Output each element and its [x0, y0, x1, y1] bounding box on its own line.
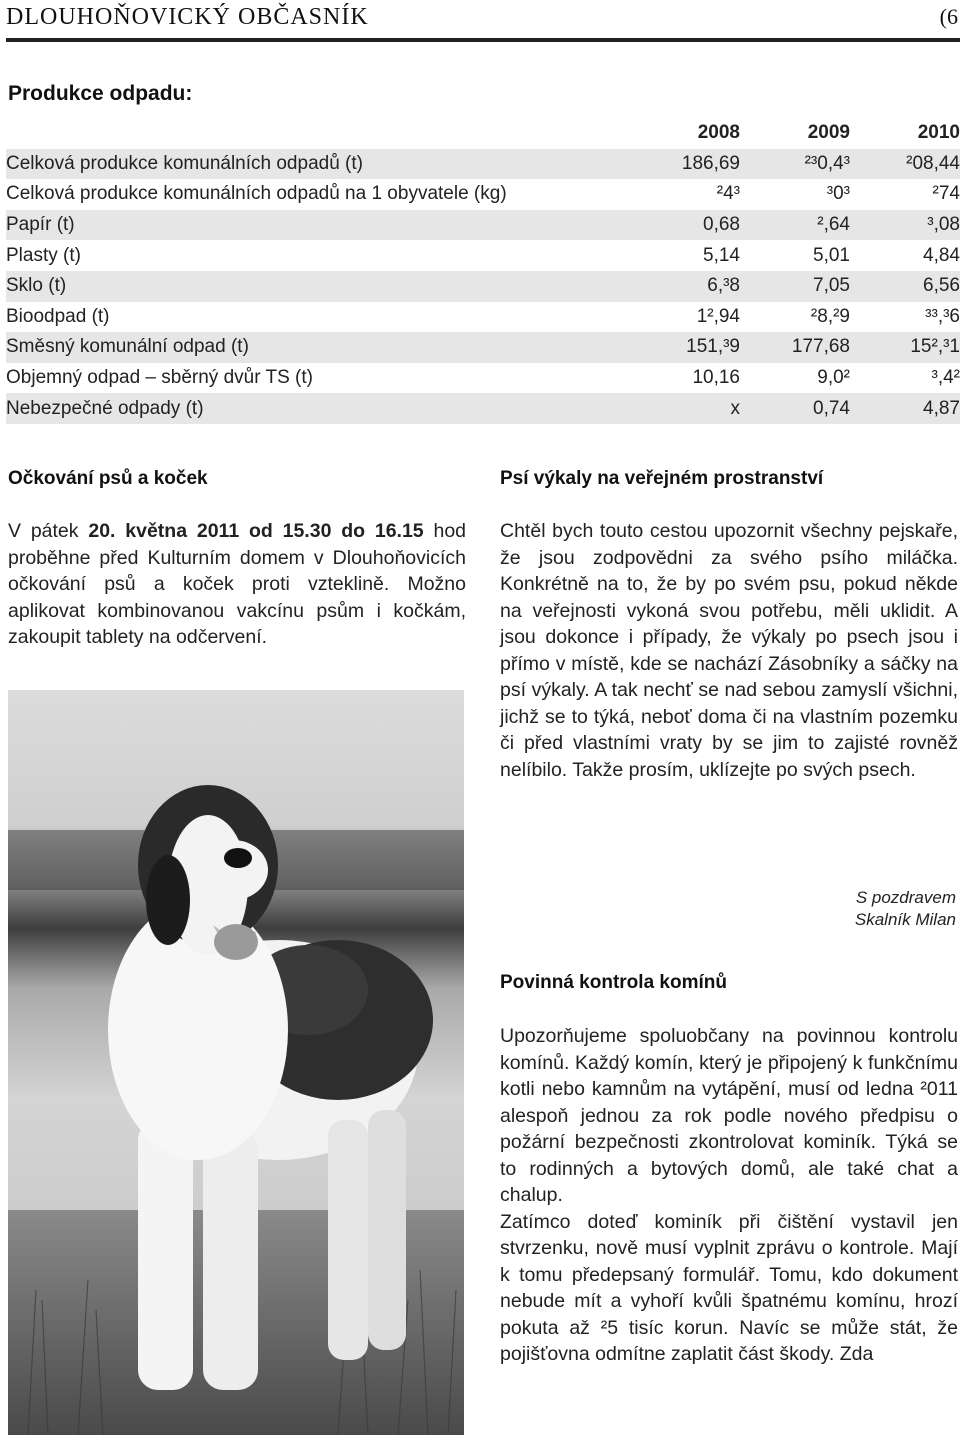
dog-photo-svg [8, 690, 464, 1435]
table-row [6, 302, 960, 333]
row-label: Papír (t) [6, 210, 650, 241]
signature [855, 887, 956, 931]
row-value-2009: 9,0² [817, 367, 850, 389]
row-value-2009: ³0³ [826, 183, 850, 205]
row-value-2008: 151,³9 [650, 332, 740, 363]
row-value-2010: 4,87 [850, 393, 960, 424]
row-value-2008: 1²,94 [696, 305, 740, 327]
chimney-paragraph-2: Zatímco doteď kominík při čištění vystavil jen stvrzenku, nově musí vyplnit zprávu o kontrole. Mají k tomu předepsaný formulář. Tomu, kdo dokument nebude mít a vyhoří kvůli špatnému komínu, hrozí pokuta až ²5 tisíc korun. Navíc se může stát, že pojišťovna odmítne zaplatit část škody. Zda [500, 1210, 958, 1365]
row-value-2009: 177,68 [740, 332, 850, 363]
year-2009: 2009 [807, 122, 850, 144]
waste-table-header [6, 118, 960, 149]
row-label: Sklo (t) [6, 271, 650, 302]
row-value-2008: ²4³ [716, 183, 740, 205]
table-row [6, 332, 960, 363]
row-value-2008: 0,68 [650, 210, 740, 241]
row-value-2009: ²8,²9 [810, 305, 850, 327]
row-value-2008: x [650, 393, 740, 424]
row-value-2008: 5,14 [703, 244, 740, 266]
row-value-2008: 6,³8 [650, 271, 740, 302]
table-row [6, 271, 960, 302]
table-row [6, 393, 960, 424]
saint-bernard-dog-photo [8, 690, 464, 1435]
row-value-2008: 186,69 [650, 149, 740, 180]
vaccination-date: 20. května 2011 od 15.30 do 16.15 [88, 520, 424, 542]
row-label: Celková produkce komunálních odpadů (t) [6, 149, 650, 180]
row-value-2010: ³,08 [850, 210, 960, 241]
vaccination-title: Očkování psů a koček [8, 468, 208, 489]
signature-greeting: S pozdravem [855, 888, 956, 907]
waste-table [6, 118, 960, 424]
table-row [6, 240, 960, 271]
newsletter-title: DLOUHOŇOVICKÝ OBČASNÍK [6, 4, 369, 30]
row-value-2008: 10,16 [692, 367, 740, 389]
row-label: Celková produkce komunálních odpadů na 1 obyvatele (kg) [6, 183, 507, 205]
chimney-text [500, 1023, 958, 1368]
row-value-2010: ²74 [932, 183, 960, 205]
row-value-2009: ²,64 [740, 210, 850, 241]
vaccination-text-prefix: V pátek [8, 520, 89, 542]
row-value-2010: 15²,³1 [850, 332, 960, 363]
row-value-2009: 7,05 [740, 271, 850, 302]
row-value-2010: 4,84 [923, 244, 960, 266]
row-value-2010: ²08,44 [850, 149, 960, 180]
table-row [6, 210, 960, 241]
table-row [6, 363, 960, 394]
row-value-2009: ²³0,4³ [740, 149, 850, 180]
signature-name: Skalník Milan [854, 910, 956, 929]
waste-table-body [6, 149, 960, 424]
year-2010: 2010 [917, 122, 960, 144]
waste-section-title: Produkce odpadu: [8, 82, 193, 105]
dog-waste-text: Chtěl bych touto cestou upozornit všechny pejskaře, že jsou zodpovědni za svého psího miláčka. Konkrétně na to, že by po svém psu, pokud někde na veřejnosti vykoná svou potřebu, měli uklidit. A jsou dokonce i případy, že výkaly po psech jsou i přímo v místě, kde se nachází Zásobníky a sáčky na psí výkaly. A tak nechť se nad sebou zamyslí všichni, jichž se to týká, neboť doma či na vlastním pozemku či před vlastními vraty by se jim to zajisté rovněž nelíbilo. Takže prosím, uklízejte po svých psech. [500, 520, 958, 781]
row-label: Nebezpečné odpady (t) [6, 393, 650, 424]
row-value-2010: 6,56 [850, 271, 960, 302]
header-empty [6, 118, 650, 149]
page-number: (6 [939, 4, 958, 29]
row-label: Plasty (t) [6, 244, 81, 266]
table-row [6, 179, 960, 210]
row-value-2010: ³³,³6 [925, 305, 960, 327]
row-label: Bioodpad (t) [6, 305, 110, 327]
row-label: Objemný odpad – sběrný dvůr TS (t) [6, 367, 313, 389]
vaccination-text-rest: hod proběhne před Kulturním domem v Dlouhoňovicích očkování psů a koček proti vzteklině. Možno aplikovat kombinovanou vakcínu psům i kočkám, zakoupit tablety na odčervení. [8, 520, 467, 648]
row-label: Směsný komunální odpad (t) [6, 332, 650, 363]
chimney-title: Povinná kontrola komínů [500, 972, 727, 993]
year-2008: 2008 [697, 122, 740, 144]
row-value-2009: 0,74 [740, 393, 850, 424]
chimney-paragraph-1: Upozorňujeme spoluobčany na povinnou kontrolu komínů. Každý komín, který je připojený k funkčnímu kotli nebo kamnům na vytápění, musí od ledna ²011 alespoň jednou za rok podle nového předpisu o požární bezpečnosti zkontrolovat kominík. Týká se to rodinných a bytových domů, ale také chat a chalup. [500, 1025, 958, 1206]
vaccination-text [8, 518, 466, 651]
dog-waste-title: Psí výkaly na veřejném prostranství [500, 468, 824, 489]
row-value-2009: 5,01 [813, 244, 850, 266]
row-value-2010: ³,4² [931, 367, 960, 389]
header-rule [6, 38, 960, 42]
table-row [6, 149, 960, 180]
